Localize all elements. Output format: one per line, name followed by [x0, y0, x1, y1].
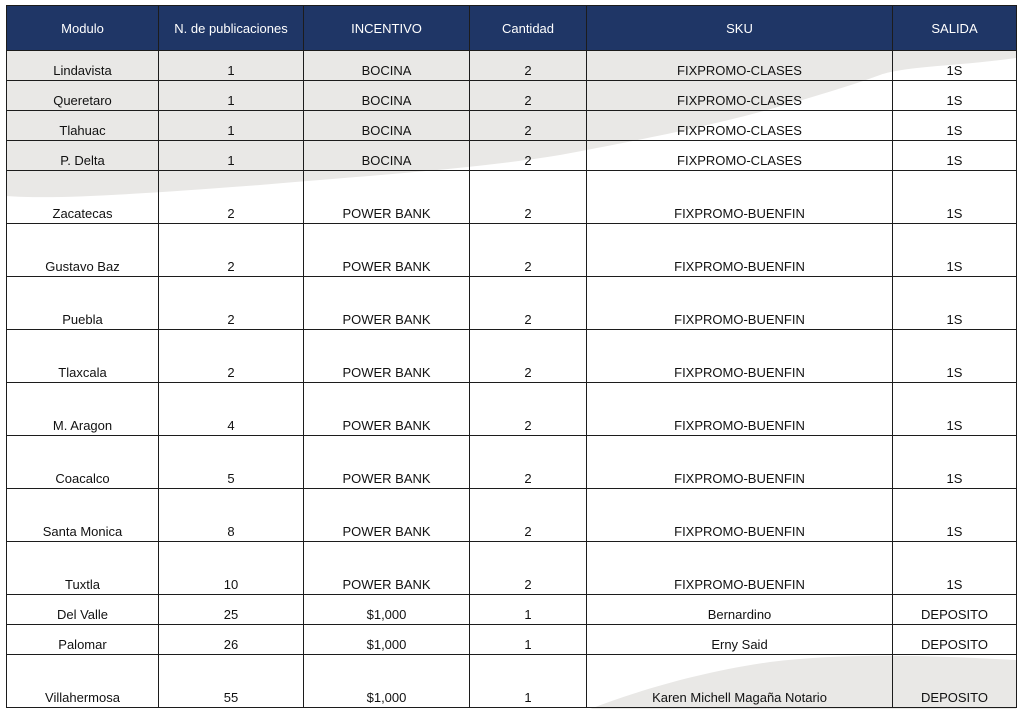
cell-modulo[interactable]: Tlaxcala	[7, 330, 159, 383]
cell-sku[interactable]: Bernardino	[587, 595, 893, 625]
cell-modulo[interactable]: Gustavo Baz	[7, 224, 159, 277]
table-row	[7, 383, 1017, 436]
table-row	[7, 436, 1017, 489]
cell-publicaciones[interactable]: 8	[159, 489, 304, 542]
cell-publicaciones[interactable]: 1	[159, 111, 304, 141]
cell-sku[interactable]: FIXPROMO-CLASES	[587, 111, 893, 141]
cell-modulo[interactable]: Tlahuac	[7, 111, 159, 141]
cell-modulo[interactable]: Lindavista	[7, 51, 159, 81]
cell-sku[interactable]: Karen Michell Magaña Notario	[587, 655, 893, 708]
cell-sku[interactable]: FIXPROMO-BUENFIN	[587, 224, 893, 277]
cell-publicaciones[interactable]: 1	[159, 81, 304, 111]
table-row	[7, 111, 1017, 141]
table-row	[7, 171, 1017, 224]
cell-incentivo[interactable]: BOCINA	[304, 81, 470, 111]
cell-cantidad[interactable]: 1	[470, 595, 587, 625]
cell-salida[interactable]: 1S	[893, 489, 1017, 542]
cell-cantidad[interactable]: 2	[470, 171, 587, 224]
header-salida[interactable]: SALIDA	[893, 6, 1017, 51]
cell-sku[interactable]: FIXPROMO-BUENFIN	[587, 542, 893, 595]
cell-publicaciones[interactable]: 2	[159, 330, 304, 383]
cell-incentivo[interactable]: BOCINA	[304, 141, 470, 171]
cell-cantidad[interactable]: 2	[470, 81, 587, 111]
cell-incentivo[interactable]: POWER BANK	[304, 542, 470, 595]
cell-modulo[interactable]: Villahermosa	[7, 655, 159, 708]
cell-salida[interactable]: 1S	[893, 111, 1017, 141]
cell-cantidad[interactable]: 2	[470, 542, 587, 595]
cell-salida[interactable]: 1S	[893, 81, 1017, 111]
table-row	[7, 655, 1017, 708]
cell-modulo[interactable]: P. Delta	[7, 141, 159, 171]
cell-salida[interactable]: 1S	[893, 141, 1017, 171]
cell-publicaciones[interactable]: 1	[159, 141, 304, 171]
cell-sku[interactable]: FIXPROMO-BUENFIN	[587, 277, 893, 330]
cell-cantidad[interactable]: 2	[470, 277, 587, 330]
table-row	[7, 542, 1017, 595]
table-body	[7, 51, 1017, 708]
cell-publicaciones[interactable]: 4	[159, 383, 304, 436]
cell-salida[interactable]: DEPOSITO	[893, 625, 1017, 655]
cell-modulo[interactable]: Palomar	[7, 625, 159, 655]
cell-sku[interactable]: FIXPROMO-BUENFIN	[587, 489, 893, 542]
cell-salida[interactable]: 1S	[893, 51, 1017, 81]
header-row	[7, 6, 1017, 51]
cell-publicaciones[interactable]: 10	[159, 542, 304, 595]
cell-incentivo[interactable]: $1,000	[304, 655, 470, 708]
cell-cantidad[interactable]: 1	[470, 655, 587, 708]
table-row	[7, 330, 1017, 383]
cell-modulo[interactable]: Puebla	[7, 277, 159, 330]
cell-cantidad[interactable]: 2	[470, 383, 587, 436]
cell-sku[interactable]: FIXPROMO-CLASES	[587, 81, 893, 111]
cell-sku[interactable]: FIXPROMO-CLASES	[587, 141, 893, 171]
cell-publicaciones[interactable]: 26	[159, 625, 304, 655]
cell-salida[interactable]: 1S	[893, 436, 1017, 489]
cell-sku[interactable]: Erny Said	[587, 625, 893, 655]
cell-modulo[interactable]: Del Valle	[7, 595, 159, 625]
cell-publicaciones[interactable]: 2	[159, 277, 304, 330]
cell-salida[interactable]: 1S	[893, 277, 1017, 330]
cell-modulo[interactable]: Zacatecas	[7, 171, 159, 224]
cell-modulo[interactable]: Queretaro	[7, 81, 159, 111]
cell-cantidad[interactable]: 2	[470, 330, 587, 383]
cell-modulo[interactable]: Santa Monica	[7, 489, 159, 542]
cell-publicaciones[interactable]: 55	[159, 655, 304, 708]
cell-incentivo[interactable]: POWER BANK	[304, 436, 470, 489]
header-publicaciones[interactable]: N. de publicaciones	[159, 6, 304, 51]
cell-publicaciones[interactable]: 2	[159, 171, 304, 224]
header-sku[interactable]: SKU	[587, 6, 893, 51]
cell-incentivo[interactable]: POWER BANK	[304, 383, 470, 436]
cell-publicaciones[interactable]: 25	[159, 595, 304, 625]
cell-incentivo[interactable]: BOCINA	[304, 51, 470, 81]
cell-cantidad[interactable]: 2	[470, 51, 587, 81]
cell-cantidad[interactable]: 2	[470, 111, 587, 141]
cell-salida[interactable]: 1S	[893, 330, 1017, 383]
table-row	[7, 595, 1017, 625]
table-row	[7, 277, 1017, 330]
cell-incentivo[interactable]: POWER BANK	[304, 277, 470, 330]
cell-incentivo[interactable]: $1,000	[304, 625, 470, 655]
table-row	[7, 51, 1017, 81]
cell-cantidad[interactable]: 1	[470, 625, 587, 655]
table-row	[7, 489, 1017, 542]
header-incentivo[interactable]: INCENTIVO	[304, 6, 470, 51]
cell-cantidad[interactable]: 2	[470, 141, 587, 171]
cell-publicaciones[interactable]: 1	[159, 51, 304, 81]
cell-salida[interactable]: 1S	[893, 224, 1017, 277]
table-row	[7, 81, 1017, 111]
cell-sku[interactable]: FIXPROMO-BUENFIN	[587, 171, 893, 224]
cell-modulo[interactable]: M. Aragon	[7, 383, 159, 436]
table-row	[7, 224, 1017, 277]
cell-salida[interactable]: 1S	[893, 542, 1017, 595]
cell-sku[interactable]: FIXPROMO-BUENFIN	[587, 330, 893, 383]
cell-cantidad[interactable]: 2	[470, 224, 587, 277]
cell-incentivo[interactable]: POWER BANK	[304, 489, 470, 542]
cell-incentivo[interactable]: $1,000	[304, 595, 470, 625]
cell-incentivo[interactable]: POWER BANK	[304, 171, 470, 224]
cell-sku[interactable]: FIXPROMO-BUENFIN	[587, 436, 893, 489]
cell-incentivo[interactable]: POWER BANK	[304, 330, 470, 383]
header-cantidad[interactable]: Cantidad	[470, 6, 587, 51]
cell-modulo[interactable]: Tuxtla	[7, 542, 159, 595]
cell-cantidad[interactable]: 2	[470, 489, 587, 542]
cell-incentivo[interactable]: POWER BANK	[304, 224, 470, 277]
cell-sku[interactable]: FIXPROMO-CLASES	[587, 51, 893, 81]
cell-salida[interactable]: DEPOSITO	[893, 655, 1017, 708]
cell-publicaciones[interactable]: 2	[159, 224, 304, 277]
cell-modulo[interactable]: Coacalco	[7, 436, 159, 489]
cell-sku[interactable]: FIXPROMO-BUENFIN	[587, 383, 893, 436]
table-row	[7, 625, 1017, 655]
cell-cantidad[interactable]: 2	[470, 436, 587, 489]
incentives-table	[6, 5, 1017, 708]
cell-incentivo[interactable]: BOCINA	[304, 111, 470, 141]
table-row	[7, 141, 1017, 171]
table-header	[7, 6, 1017, 51]
cell-salida[interactable]: DEPOSITO	[893, 595, 1017, 625]
cell-salida[interactable]: 1S	[893, 383, 1017, 436]
cell-salida[interactable]: 1S	[893, 171, 1017, 224]
header-modulo[interactable]: Modulo	[7, 6, 159, 51]
cell-publicaciones[interactable]: 5	[159, 436, 304, 489]
